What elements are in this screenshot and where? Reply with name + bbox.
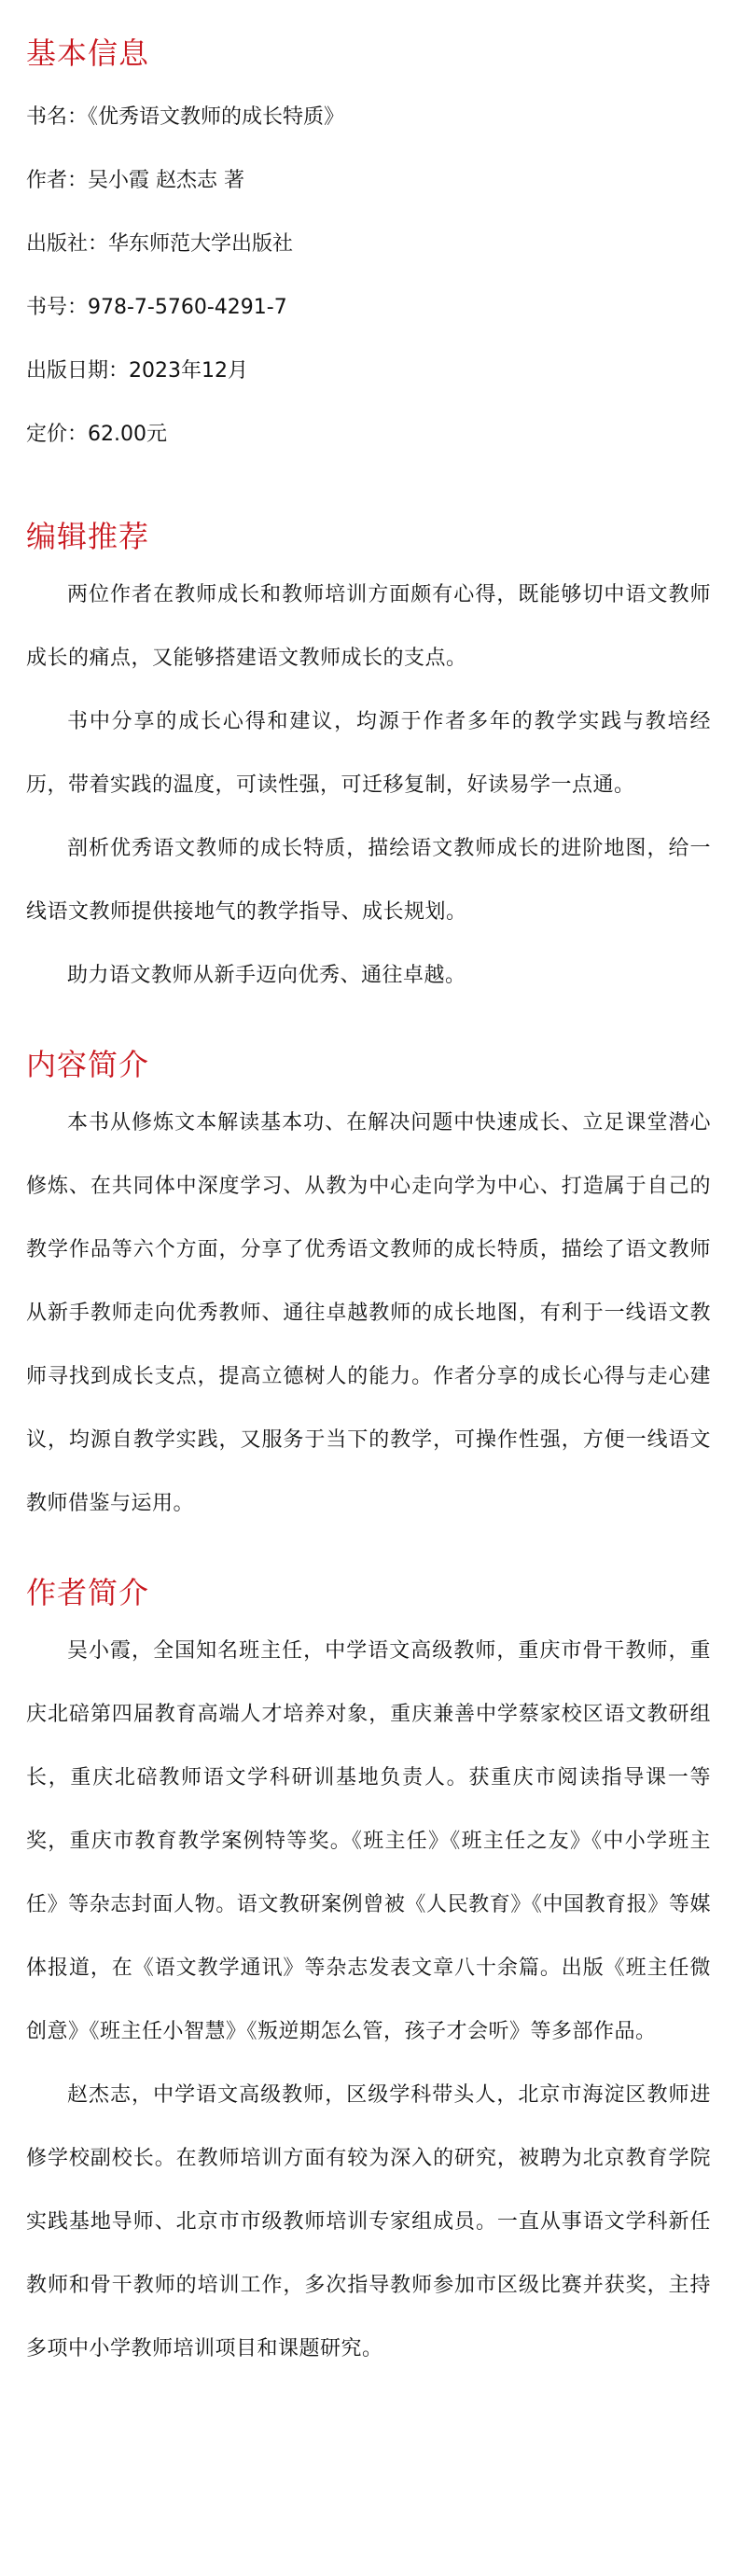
authors-intro-section — [26, 1569, 711, 2381]
recommend-title: 编辑推荐 — [26, 519, 150, 554]
author-bio-paragraph: 赵杰志，中学语文高级教师，区级学科带头人，北京市海淀区教师进修学校副校长。在教师培训方面有较为深入的研究，被聘为北京教育学院实践基地导师、北京市市级教师培训专家组成员。一直从事语文学科新任教师和骨干教师的培训工作，多次指导教师参加市区级比赛并获奖，主持多项中小学教师培训项目和课题研究。 — [26, 2083, 711, 2360]
section-gap — [26, 1536, 711, 1569]
section-gap — [26, 1008, 711, 1041]
basic-info-section — [26, 30, 711, 466]
summary-title: 内容简介 — [26, 1047, 150, 1082]
publisher-line: 出版社：华东师范大学出版社 — [26, 232, 294, 256]
recommend-paragraph: 剖析优秀语文教师的成长特质，描绘语文教师成长的进阶地图，给一线语文教师提供接地气的教学指导、成长规划。 — [26, 837, 711, 924]
price-line: 定价：62.00元 — [26, 423, 167, 446]
summary-paragraph: 本书从修炼文本解读基本功、在解决问题中快速成长、立足课堂潜心修炼、在共同体中深度学习、从教为中心走向学为中心、打造属于自己的教学作品等六个方面，分享了优秀语文教师的成长特质，描绘了语文教师从新手教师走向优秀教师、通往卓越教师的成长地图，有利于一线语文教师寻找到成长支点，提高立德树人的能力。作者分享的成长心得与走心建议，均源自教学实践，又服务于当下的教学，可操作性强，方便一线语文教师借鉴与运用。 — [26, 1111, 711, 1515]
summary-section — [26, 1041, 711, 1536]
section-gap — [26, 466, 711, 513]
book-name: 书名：《优秀语文教师的成长特质》 — [26, 105, 345, 129]
recommend-section — [26, 513, 711, 1008]
isbn-line: 书号：978-7-5760-4291-7 — [26, 296, 287, 319]
author-bio-paragraph: 吴小霞，全国知名班主任，中学语文高级教师，重庆市骨干教师，重庆北碚第四届教育高端人才培养对象，重庆兼善中学蔡家校区语文教研组长，重庆北碚教师语文学科研训基地负责人。获重庆市阅读指导课一等奖，重庆市教育教学案例特等奖。《班主任》《班主任之友》《中小学班主任》等杂志封面人物。语文教研案例曾被《人民教育》《中国教育报》等媒体报道，在《语文教学通讯》等杂志发表文章八十余篇。出版《班主任微创意》《班主任小智慧》《叛逆期怎么管，孩子才会听》等多部作品。 — [26, 1639, 711, 2043]
recommend-paragraph: 两位作者在教师成长和教师培训方面颇有心得，既能够切中语文教师成长的痛点，又能够搭建语文教师成长的支点。 — [26, 583, 711, 670]
basic-info-list — [26, 86, 711, 466]
recommend-paragraph: 助力语文教师从新手迈向优秀、通往卓越。 — [67, 964, 466, 987]
recommend-paragraph: 书中分享的成长心得和建议，均源于作者多年的教学实践与教培经历，带着实践的温度，可读性强，可迁移复制，好读易学一点通。 — [26, 710, 711, 797]
pub-date-line: 出版日期：2023年12月 — [26, 359, 248, 383]
basic-info-title: 基本信息 — [26, 35, 150, 71]
authors-line: 作者：吴小霞 赵杰志 著 — [26, 169, 244, 192]
authors-intro-title: 作者简介 — [26, 1575, 150, 1610]
